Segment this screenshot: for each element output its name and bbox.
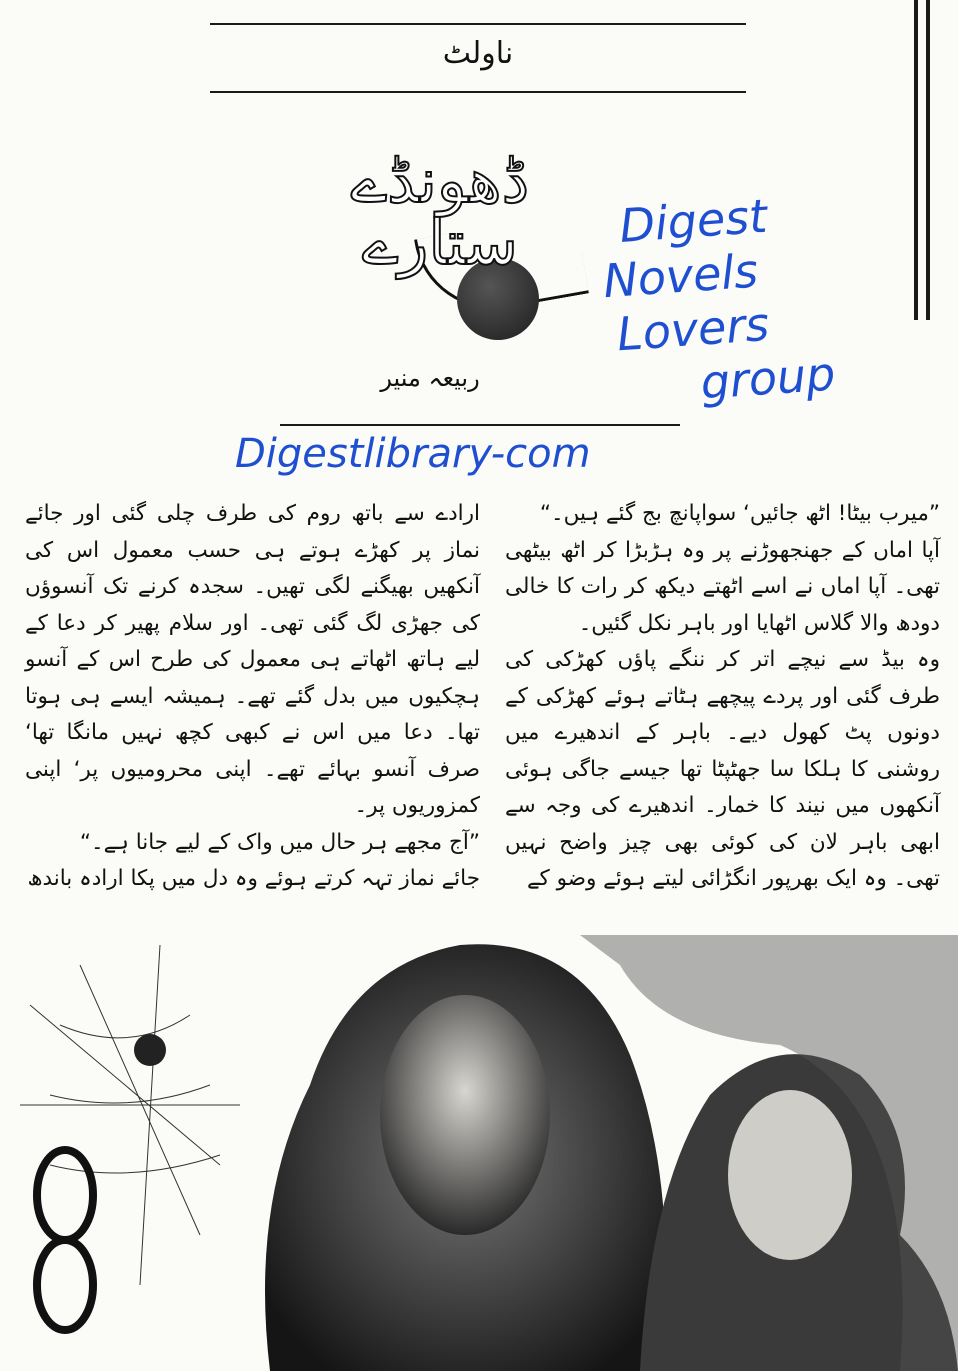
paragraph: جائے نماز تہہ کرتے ہوئے وہ دل میں پکا ارادہ باندھ <box>27 866 480 891</box>
watermark-site: Digestlibrary-com <box>235 431 591 477</box>
eye-drawing <box>134 1034 166 1066</box>
margin-line <box>926 0 930 320</box>
margin-line <box>914 0 918 320</box>
watermark-line: Digest <box>617 188 769 253</box>
paragraph: آپا اماں کے جھنجھوڑنے پر وہ ہڑبڑا کر اٹھ بیٹھی تھی۔ آپا اماں نے اسے اٹھتے دیکھ کر رات کا خالی دودھ والا گلاس اٹھایا اور باہر نکل گئیں۔ <box>505 537 940 636</box>
text-column-left <box>25 496 480 898</box>
text-column-right <box>505 496 940 898</box>
paragraph: ”آج مجھے ہر حال میں واک کے لیے جانا ہے۔“ <box>79 829 480 855</box>
top-rule <box>210 23 746 25</box>
paragraph: وہ بیڈ سے نیچے اتر کر ننگے پاؤں کھڑکی کی طرف گئی اور پردے پیچھے ہٹاتے ہوئے کھڑکی کے دونوں پٹ کھول دیے۔ باہر کے اندھیرے میں روشنی کا ہلکا سا جھٹپٹا تھا جیسے جاگی ہوئی آنکھوں میں نیند کا خمار۔ اندھیرے کی وجہ سے ابھی باہر لان کی کوئی بھی چیز واضح نہیں تھی۔ وہ ایک بھرپور انگڑائی لیتے ہوئے وضو کے <box>505 647 940 891</box>
paragraph: ارادے سے باتھ روم کی طرف چلی گئی اور جائے نماز پر کھڑے ہوتے ہی حسب معمول اس کی آنکھیں بھیگنے لگی تھیں۔ سجدہ کرنے تک آنسوؤں کی جھڑی لگ گئی تھی۔ اور سلام پھیر کر دعا کے لیے ہاتھ اٹھاتے ہی معمول کی طرح اس کے آنسو ہچکیوں میں بدل گئے تھے۔ ہمیشہ ایسے ہی ہوتا تھا۔ دعا میں اس نے کبھی کچھ نہیں مانگا تھا‘ صرف آنسو بہائے تھے۔ اپنی محرومیوں پر‘ اپنی کمزوریوں پر۔ <box>25 501 480 818</box>
story-illustration <box>20 905 958 1371</box>
watermark-line: group <box>698 346 837 410</box>
watermark-line: Novels <box>601 243 760 309</box>
author-name: ربیعہ منیر <box>380 364 480 392</box>
genre-rule <box>210 91 746 93</box>
watermark-group <box>601 185 837 415</box>
woman-face <box>380 995 550 1235</box>
genre-label: ناولٹ <box>442 36 514 71</box>
paragraph: ”میرب بیٹا! اٹھ جائیں‘ سواپانچ بج گئے ہیں۔“ <box>539 501 940 526</box>
author-rule <box>280 424 680 426</box>
story-title: ڈھونڈے ستارے <box>350 144 530 279</box>
man-face <box>728 1090 852 1260</box>
watermark-line: Lovers <box>615 296 771 362</box>
chain-drawing <box>37 1150 93 1330</box>
